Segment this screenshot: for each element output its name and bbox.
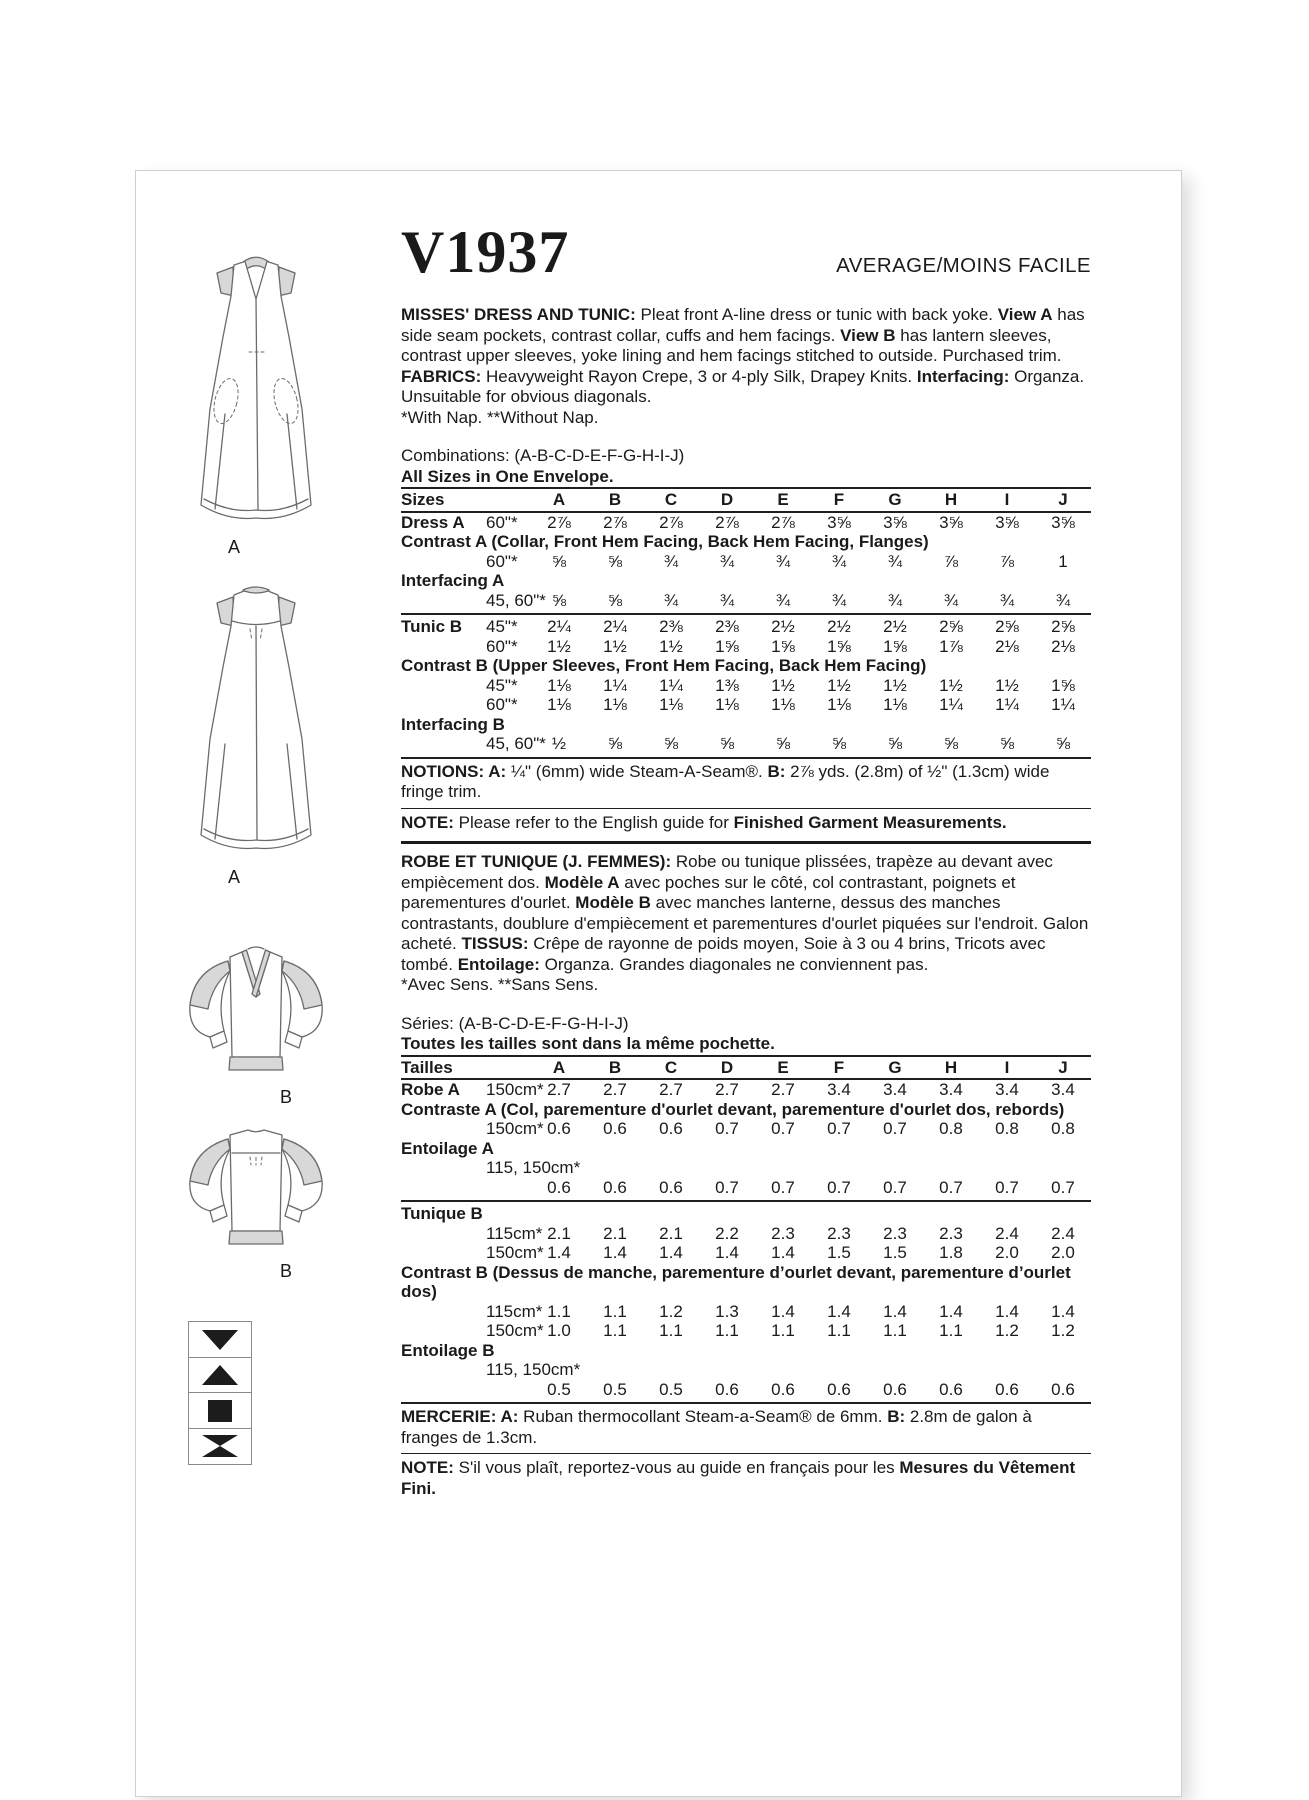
yardage-value: 2.3	[939, 1223, 963, 1243]
yardage-row	[401, 695, 1091, 715]
yardage-value: 2.4	[995, 1223, 1019, 1243]
tunic-back-drawing-icon	[176, 1119, 336, 1255]
yardage-value: ⅝	[887, 734, 903, 753]
yardage-value: 2.7	[771, 1080, 795, 1099]
english-description: MISSES' DRESS AND TUNIC: Pleat front A-line dress or tunic with back yoke. View A has side seam pockets, contrast collar, cuffs and hem facings. View B has lantern sleeves, contrast upper sleeves, yoke lining and hem facings stitched to outside. Purchased trim. FABRICS: Heavyweight Rayon Crepe, 3 or 4-ply Silk, Drapey Knits. Interfacing: Organza. Unsuitable for obvious diagonals.	[401, 305, 1085, 406]
yardage-value: 2½	[883, 617, 907, 636]
yardage-value: 1.4	[883, 1301, 907, 1321]
yardage-value: ¾	[663, 551, 679, 571]
yardage-value: 0.6	[715, 1379, 739, 1399]
yardage-value: ⅝	[831, 734, 847, 753]
yardage-value: 1.5	[883, 1243, 907, 1262]
yardage-value: 1⅛	[547, 695, 571, 714]
fabric-width: 45, 60"*	[486, 734, 546, 753]
dress-front-illustration	[176, 249, 336, 558]
yardage-value: 1.2	[995, 1321, 1019, 1340]
yardage-value: 0.6	[827, 1379, 851, 1399]
english-nap-note: *With Nap. **Without Nap.	[401, 407, 599, 427]
yardage-value: 2.2	[715, 1223, 739, 1243]
yardage-row	[401, 1119, 1091, 1139]
yardage-value: 0.6	[883, 1379, 907, 1399]
yardage-value: 3.4	[995, 1080, 1019, 1099]
yardage-value: 0.6	[659, 1177, 683, 1197]
yardage-value: ¾	[887, 551, 903, 571]
yardage-value: 1⅝	[715, 636, 739, 656]
hourglass-icon	[188, 1428, 252, 1465]
table-header-row	[401, 487, 1091, 513]
yardage-value: 1⅝	[827, 636, 851, 656]
yardage-value: 2⅞	[771, 512, 795, 532]
figure-label: A	[227, 537, 240, 557]
yardage-value: 1	[1058, 551, 1068, 571]
size-column-header: D	[720, 490, 734, 509]
yardage-value: 0.5	[659, 1379, 683, 1399]
yardage-value: 1.4	[939, 1301, 963, 1321]
yardage-value: 1.1	[603, 1301, 627, 1321]
yardage-value: 0.6	[659, 1119, 683, 1138]
yardage-row	[401, 1302, 1091, 1322]
yardage-value: 1½	[603, 636, 627, 656]
dress-front-drawing-icon	[181, 249, 331, 531]
yardage-value: 3⅝	[1051, 512, 1075, 532]
mercerie-paragraph: MERCERIE: A: Ruban thermocollant Steam-a-Seam® de 6mm. B: 2.8m de galon à franges de 1.3cm.	[401, 1407, 1091, 1454]
yardage-value: 0.7	[1051, 1177, 1075, 1197]
yardage-row	[401, 1080, 1091, 1100]
yardage-value: 1¼	[659, 675, 683, 695]
size-column-header: J	[1058, 1057, 1068, 1077]
size-column-header: C	[664, 1057, 678, 1077]
yardage-value: 2⅝	[995, 617, 1019, 636]
yardage-table-english	[401, 487, 1091, 759]
yardage-value: 1.8	[939, 1243, 963, 1262]
yardage-value: 0.8	[939, 1119, 963, 1138]
yardage-value: 1½	[771, 675, 795, 695]
size-column-header: A	[552, 1057, 566, 1077]
yardage-value: 0.6	[603, 1177, 627, 1197]
yardage-value: 1⅛	[547, 675, 571, 695]
table-section-row	[401, 1341, 1091, 1361]
yardage-value: 2.1	[603, 1223, 627, 1243]
table-section-row	[401, 1204, 1091, 1224]
yardage-value: 3.4	[827, 1080, 851, 1099]
size-column-header: G	[888, 1057, 902, 1077]
yardage-value: ¾	[831, 590, 847, 610]
yardage-row	[401, 676, 1091, 696]
yardage-value: 2.7	[659, 1080, 683, 1099]
fabric-width: 60"*	[486, 636, 518, 656]
yardage-value: 0.6	[771, 1379, 795, 1399]
yardage-value: 0.8	[995, 1119, 1019, 1138]
table-section-header: Contraste A (Col, parementure d'ourlet devant, parementure d'ourlet dos, rebords)	[401, 1099, 1065, 1119]
yardage-value: 2¼	[547, 617, 571, 636]
yardage-value: 0.7	[939, 1177, 963, 1197]
yardage-value: 1⅛	[827, 695, 851, 714]
french-description: ROBE ET TUNIQUE (J. FEMMES): Robe ou tunique plissées, trapèze au devant avec empiècement dos. Modèle A avec poches sur le côté, col contrastant, poignets et parementures d'ourlet. Modèle B avec manches lanterne, dessus des manches contrastants, doublure d'empiècement et parementures d'ourlet piquées sur l'endroit. Galon acheté. TISSUS: Crêpe de rayonne de poids moyen, Soie à 3 ou 4 brins, Tricots avec tombé. Entoilage: Organza. Grandes diagonales ne conviennent pas.	[401, 852, 1089, 974]
fabric-width: 115, 150cm*	[486, 1360, 581, 1379]
pattern-envelope-back	[135, 170, 1182, 1797]
yardage-value: 1.4	[547, 1243, 571, 1262]
fabric-width: 60"*	[486, 512, 518, 532]
yardage-value: 2⅝	[1051, 617, 1075, 636]
illustration-column	[176, 171, 356, 1796]
yardage-value: 1.1	[883, 1321, 907, 1340]
fabric-width: 60"*	[486, 551, 518, 571]
yardage-value: 2¼	[603, 617, 627, 636]
table-section-row	[401, 571, 1091, 591]
yardage-value: 1¼	[939, 695, 963, 714]
yardage-value: 0.7	[883, 1119, 907, 1138]
tunic-front-drawing-icon	[176, 939, 336, 1081]
yardage-value: 2⅝	[939, 617, 963, 636]
yardage-value: 0.5	[547, 1379, 571, 1399]
yardage-row	[401, 637, 1091, 657]
yardage-value: ¾	[719, 551, 735, 571]
yardage-value: 1.4	[659, 1243, 683, 1262]
yardage-value: 2.0	[995, 1243, 1019, 1262]
yardage-value: 1½	[659, 636, 683, 656]
yardage-value: 2⅞	[603, 512, 627, 532]
fabric-width: 150cm*	[486, 1119, 544, 1138]
yardage-row	[401, 617, 1091, 637]
yardage-value: 1.4	[827, 1301, 851, 1321]
yardage-value: 0.7	[715, 1119, 739, 1138]
triangle-down-icon	[188, 1321, 252, 1358]
yardage-value: 2.3	[827, 1223, 851, 1243]
figure-label: B	[279, 1087, 292, 1107]
yardage-value: 1.4	[603, 1243, 627, 1262]
table-section-row	[401, 1139, 1091, 1159]
yardage-row	[401, 1224, 1091, 1244]
yardage-row	[401, 1243, 1091, 1263]
yardage-value: ⅝	[775, 734, 791, 753]
fabric-width: 115cm*	[486, 1223, 543, 1243]
table-section-row	[401, 656, 1091, 676]
yardage-value: 1.2	[1051, 1321, 1075, 1340]
yardage-value: ⅝	[1055, 734, 1071, 753]
yardage-value: 1⅜	[715, 675, 739, 695]
yardage-value: 1.4	[771, 1301, 795, 1321]
table-section-header: Entoilage A	[401, 1138, 494, 1158]
table-section-header: Interfacing B	[401, 714, 505, 734]
table-header-label: Sizes	[401, 490, 445, 509]
tunic-back-illustration	[176, 1119, 336, 1282]
fabric-width: 45"*	[486, 675, 518, 695]
yardage-value: ⅝	[607, 551, 623, 571]
yardage-value: 3⅝	[827, 512, 851, 532]
yardage-row	[401, 552, 1091, 572]
yardage-value: 1¼	[995, 695, 1019, 714]
table-section-header: Contrast A (Collar, Front Hem Facing, Back Hem Facing, Flanges)	[401, 532, 929, 551]
row-label: Robe A	[401, 1080, 460, 1099]
yardage-value: ¾	[719, 590, 735, 610]
yardage-table-french	[401, 1055, 1091, 1405]
yardage-value: 0.6	[547, 1177, 571, 1197]
yardage-value: 0.6	[995, 1379, 1019, 1399]
yardage-value: 3.4	[939, 1080, 963, 1099]
yardage-value: ⅝	[943, 734, 959, 753]
yardage-value: 1.1	[547, 1301, 571, 1321]
yardage-value: 0.7	[883, 1177, 907, 1197]
size-column-header: I	[1004, 1057, 1010, 1077]
yardage-value: 0.6	[939, 1379, 963, 1399]
french-note: NOTE: S'il vous plaît, reportez-vous au guide en français pour les Mesures du Vêtement Fini.	[401, 1458, 1076, 1498]
yardage-value: 2.7	[603, 1080, 627, 1099]
size-column-header: I	[1004, 490, 1010, 509]
size-column-header: G	[888, 490, 902, 509]
all-sizes-line: All Sizes in One Envelope.	[401, 466, 614, 486]
yardage-value: 1.4	[771, 1243, 795, 1262]
fabric-width: 45"*	[486, 617, 518, 636]
size-column-header: F	[833, 1057, 845, 1077]
yardage-value: 2½	[827, 617, 851, 636]
yardage-value: ¾	[1055, 590, 1071, 610]
table-section-header: Contrast B (Dessus de manche, parementure d’ourlet devant, parementure d’ourlet dos)	[401, 1262, 1071, 1301]
yardage-value: 1½	[995, 675, 1019, 695]
yardage-value: 2.7	[715, 1080, 739, 1099]
yardage-value: 1.0	[547, 1321, 571, 1340]
table-section-row	[401, 1100, 1091, 1120]
yardage-value: ⅝	[607, 734, 623, 753]
yardage-value: 2⅛	[1051, 636, 1075, 656]
yardage-row	[401, 1321, 1091, 1341]
combinations-line: Combinations: (A-B-C-D-E-F-G-H-I-J)	[401, 446, 685, 465]
square-icon	[188, 1392, 252, 1429]
english-note: NOTE: Please refer to the English guide for Finished Garment Measurements.	[401, 812, 1007, 832]
table-section-header: Entoilage B	[401, 1340, 495, 1360]
yardage-value: 1½	[939, 675, 963, 695]
yardage-value: 1.1	[939, 1321, 963, 1340]
yardage-value: 1.3	[715, 1301, 739, 1321]
table-header-row	[401, 1055, 1091, 1081]
yardage-value: 0.7	[827, 1177, 851, 1197]
triangle-up-icon	[188, 1357, 252, 1394]
yardage-value: 3⅝	[995, 512, 1019, 532]
yardage-value: 2.1	[659, 1223, 683, 1243]
cutting-layout-symbols	[188, 1323, 254, 1465]
yardage-value: 1.4	[1051, 1301, 1075, 1321]
yardage-value: 0.6	[1051, 1379, 1075, 1399]
size-column-header: J	[1058, 490, 1068, 509]
section-divider	[401, 841, 1091, 844]
size-column-header: C	[664, 490, 678, 509]
yardage-value: 2.0	[1051, 1243, 1075, 1262]
size-column-header: E	[777, 1057, 789, 1077]
yardage-value: ⅞	[943, 551, 959, 571]
yardage-value: ¾	[775, 551, 791, 571]
yardage-value: 2⅞	[715, 512, 739, 532]
yardage-value: 1½	[827, 675, 851, 695]
table-header-label: Tailles	[401, 1057, 453, 1077]
yardage-value: 1⅝	[771, 636, 795, 656]
yardage-value: 0.8	[1051, 1119, 1075, 1138]
yardage-value: 0.7	[771, 1177, 795, 1197]
yardage-row	[401, 513, 1091, 533]
yardage-value: 0.7	[995, 1177, 1019, 1197]
yardage-row	[401, 1360, 1091, 1380]
table-section-header: Tunique B	[401, 1204, 483, 1223]
yardage-value: 1⅛	[883, 695, 907, 714]
yardage-value: 1⅛	[659, 695, 683, 714]
yardage-value: 1.1	[827, 1321, 851, 1340]
yardage-value: ¾	[999, 590, 1015, 610]
dress-back-drawing-icon	[181, 579, 331, 861]
yardage-value: 1⅛	[771, 695, 795, 714]
row-label: Dress A	[401, 512, 465, 532]
table-section-row	[401, 532, 1091, 552]
fabric-width: 150cm*	[486, 1243, 544, 1262]
yardage-value: 0.6	[603, 1119, 627, 1138]
yardage-value: ¾	[887, 590, 903, 610]
yardage-value: ½	[551, 734, 567, 753]
yardage-value: 2⅜	[659, 617, 683, 636]
yardage-value: 1¼	[603, 675, 627, 695]
yardage-value: ¾	[831, 551, 847, 571]
yardage-value: 2⅞	[547, 512, 571, 532]
size-column-header: B	[608, 1057, 622, 1077]
size-column-header: H	[944, 490, 958, 509]
yardage-value: 0.7	[715, 1177, 739, 1197]
fabric-width: 115cm*	[486, 1301, 543, 1321]
yardage-value: 1½	[547, 636, 571, 656]
size-column-header: H	[944, 1057, 958, 1077]
yardage-value: 1.2	[659, 1301, 683, 1321]
yardage-value: ¾	[663, 590, 679, 610]
table-section-row	[401, 715, 1091, 735]
yardage-value: ⅝	[551, 551, 567, 571]
yardage-value: 3⅝	[883, 512, 907, 532]
yardage-row	[401, 1380, 1091, 1405]
yardage-value: 2½	[771, 617, 795, 636]
yardage-value: 1.4	[995, 1301, 1019, 1321]
size-column-header: F	[833, 490, 845, 509]
difficulty-label: AVERAGE/MOINS FACILE	[836, 254, 1091, 277]
masthead	[401, 171, 1091, 283]
yardage-value: ⅝	[999, 734, 1015, 753]
size-column-header: B	[608, 490, 622, 509]
size-column-header: A	[552, 490, 566, 509]
yardage-value: ⅝	[607, 590, 623, 610]
yardage-value: 1.1	[659, 1321, 683, 1340]
yardage-value: ¾	[943, 590, 959, 610]
yardage-value: ⅝	[663, 734, 679, 753]
yardage-value: 1.5	[827, 1243, 851, 1262]
yardage-value: 1½	[883, 675, 907, 695]
fabric-width: 60"*	[486, 695, 518, 714]
yardage-value: 2.3	[771, 1223, 795, 1243]
yardage-value: 2⅞	[659, 512, 683, 532]
yardage-value: 1⅛	[603, 695, 627, 714]
dress-back-illustration	[176, 579, 336, 888]
yardage-value: ⅝	[551, 590, 567, 610]
yardage-value: ⅝	[719, 734, 735, 753]
yardage-value: 3.4	[883, 1080, 907, 1099]
tunic-front-illustration	[176, 939, 336, 1108]
fabric-width: 115, 150cm*	[486, 1158, 581, 1177]
yardage-value: 2.1	[547, 1223, 571, 1243]
table-section-header: Interfacing A	[401, 571, 505, 590]
toutes-tailles-line: Toutes les tailles sont dans la même pochette.	[401, 1034, 775, 1053]
yardage-value: 0.6	[547, 1119, 571, 1138]
table-section-header: Contrast B (Upper Sleeves, Front Hem Facing, Back Hem Facing)	[401, 656, 927, 675]
yardage-value: 2⅜	[715, 617, 739, 636]
yardage-value: 1⅞	[939, 636, 963, 656]
text-column	[401, 171, 1091, 1499]
yardage-value: 1⅝	[1051, 675, 1075, 695]
yardage-value: 0.5	[603, 1379, 627, 1399]
yardage-value: 0.7	[827, 1119, 851, 1138]
yardage-value: 0.7	[771, 1119, 795, 1138]
yardage-value: 1.4	[715, 1243, 739, 1262]
french-nap-note: *Avec Sens. **Sans Sens.	[401, 975, 599, 994]
yardage-value: 2.3	[883, 1223, 907, 1243]
yardage-value: 2.4	[1051, 1223, 1075, 1243]
pattern-number: V1937	[401, 219, 570, 285]
yardage-value: 3.4	[1051, 1080, 1075, 1099]
yardage-value: 1.1	[603, 1321, 627, 1340]
notions-paragraph: NOTIONS: A: ¼" (6mm) wide Steam-A-Seam®. B: 2⅞ yds. (2.8m) of ½" (1.3cm) wide fringe trim.	[401, 762, 1091, 809]
yardage-value: 2.7	[547, 1080, 571, 1099]
figure-label: A	[227, 867, 240, 887]
size-column-header: E	[777, 490, 789, 509]
size-column-header: D	[720, 1057, 734, 1077]
yardage-value: 1⅛	[715, 695, 739, 714]
yardage-row	[401, 734, 1091, 759]
yardage-value: 1.1	[715, 1321, 739, 1340]
series-line: Séries: (A-B-C-D-E-F-G-H-I-J)	[401, 1013, 629, 1033]
yardage-value: 1⅝	[883, 636, 907, 656]
yardage-row	[401, 591, 1091, 616]
fabric-width: 150cm*	[486, 1321, 544, 1340]
row-label: Tunic B	[401, 617, 463, 636]
fabric-width: 150cm*	[486, 1080, 544, 1099]
yardage-value: 1.1	[771, 1321, 795, 1340]
fabric-width: 45, 60"*	[486, 590, 546, 610]
yardage-value: 1¼	[1051, 695, 1075, 714]
yardage-value: 2⅛	[995, 636, 1019, 656]
yardage-row	[401, 1178, 1091, 1203]
yardage-value: 3⅝	[939, 512, 963, 532]
figure-label: B	[279, 1261, 292, 1281]
yardage-value: ¾	[775, 590, 791, 610]
table-section-row	[401, 1263, 1091, 1302]
yardage-value: ⅞	[999, 551, 1015, 571]
yardage-row	[401, 1158, 1091, 1178]
